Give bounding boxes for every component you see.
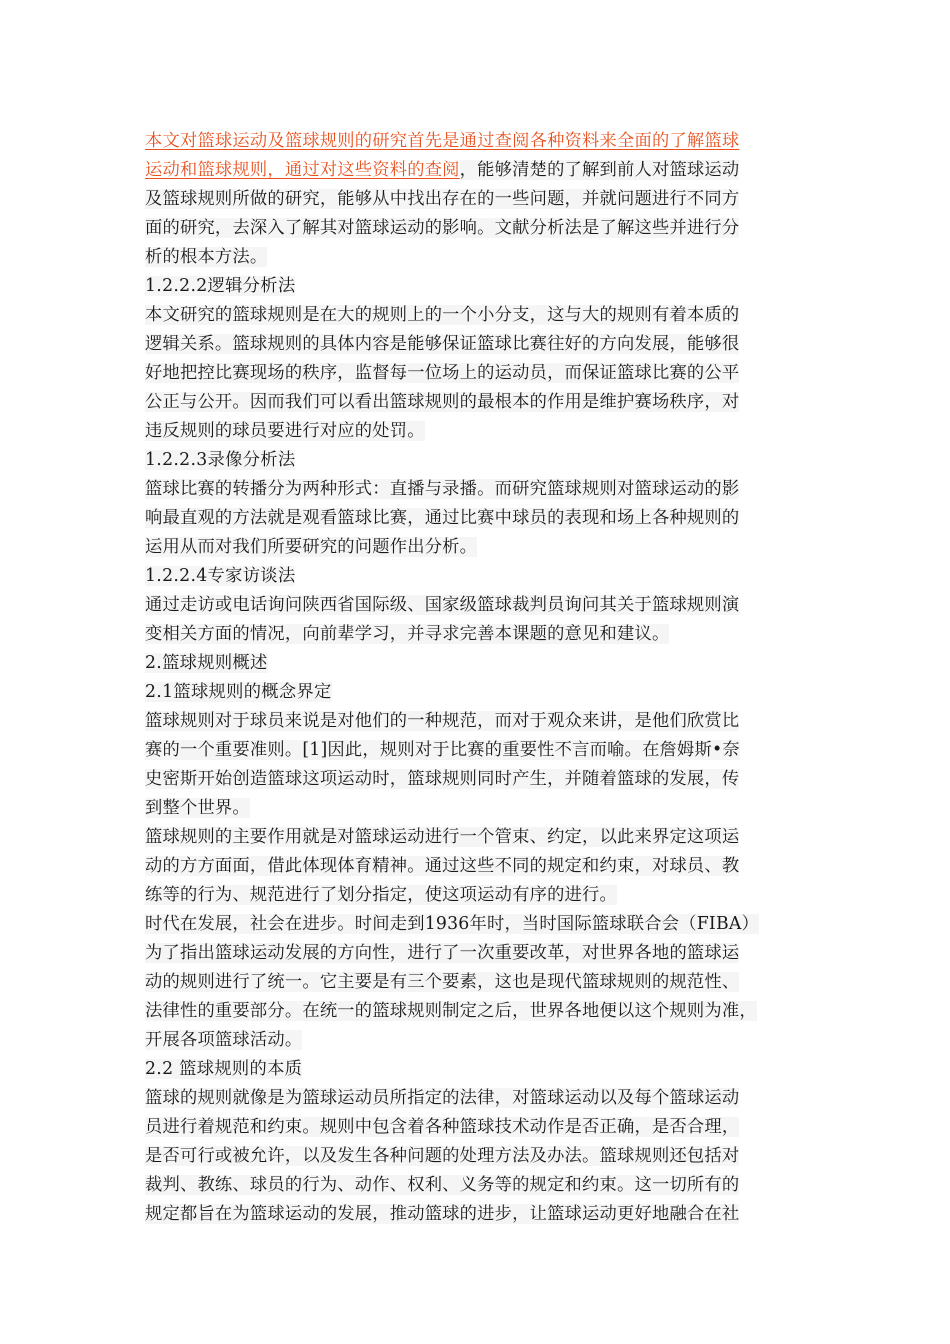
essence-line-3-text: 是否可行或被允许，以及发生各种问题的处理方法及办法。篮球规则还包括对: [145, 1146, 740, 1166]
concept-p2-line-2-text: 动的方方面面，借此体现体育精神。通过这些不同的规定和约束，对球员、教: [145, 856, 740, 876]
intro-line-1: [145, 127, 805, 156]
essence-line-4: [145, 1171, 805, 1200]
video-line-1-text: 篮球比赛的转播分为两种形式：直播与录播。而研究篮球规则对篮球运动的影: [145, 479, 740, 499]
essence-line-5: [145, 1200, 805, 1229]
concept-p3-line-1: [145, 910, 805, 939]
video-line-2-text: 响最直观的方法就是观看篮球比赛，通过比赛中球员的表现和场上各种规则的: [145, 508, 740, 528]
intro-line-5-text: 析的根本方法。: [145, 247, 268, 267]
heading-rules-overview: [145, 649, 805, 678]
concept-p2-line-1: [145, 823, 805, 852]
concept-p2-line-3-text: 练等的行为、规范进行了划分指定，使这项运动有序的进行。: [145, 885, 617, 905]
essence-line-1-text: 篮球的规则就像是为篮球运动员所指定的法律，对篮球运动以及每个篮球运动: [145, 1088, 740, 1108]
essence-line-2: [145, 1113, 805, 1142]
document-page: [145, 127, 805, 1229]
concept-p1-line-2-text: 赛的一个重要准则。[1]因此，规则对于比赛的重要性不言而喻。在詹姆斯•奈: [145, 740, 740, 760]
intro-line-3: [145, 185, 805, 214]
intro-line-4: [145, 214, 805, 243]
concept-p1-line-2: [145, 736, 805, 765]
concept-p3-line-1-text: 时代在发展，社会在进步。时间走到1936年时，当时国际篮球联合会（FIBA）: [145, 914, 760, 934]
concept-p1-line-1: [145, 707, 805, 736]
heading-expert-interview: [145, 562, 805, 591]
heading-video-analysis-text: 1.2.2.3录像分析法: [145, 450, 296, 470]
concept-p3-line-5: [145, 1026, 805, 1055]
logic-line-3: [145, 359, 805, 388]
heading-concept-definition: [145, 678, 805, 707]
logic-line-2-text: 逻辑关系。篮球规则的具体内容是能够保证篮球比赛往好的方向发展，能够很: [145, 334, 740, 354]
concept-p1-line-3: [145, 765, 805, 794]
intro-line-4-text: 面的研究，去深入了解其对篮球运动的影响。文献分析法是了解这些并进行分: [145, 218, 740, 238]
video-line-2: [145, 504, 805, 533]
essence-line-5-text: 规定都旨在为篮球运动的发展，推动篮球的进步，让篮球运动更好地融合在社: [145, 1204, 740, 1224]
concept-p1-line-4: [145, 794, 805, 823]
logic-line-1: [145, 301, 805, 330]
logic-line-4: [145, 388, 805, 417]
heading-rules-essence: [145, 1055, 805, 1084]
logic-line-2: [145, 330, 805, 359]
concept-p3-line-3: [145, 968, 805, 997]
concept-p3-line-4-text: 法律性的重要部分。在统一的篮球规则制定之后，世界各地便以这个规则为准，: [145, 1001, 757, 1021]
intro-line-2-text: ，能够清楚的了解到前人对篮球运动: [459, 160, 740, 180]
heading-logic-analysis: [145, 272, 805, 301]
heading-video-analysis: [145, 446, 805, 475]
interview-line-2: [145, 620, 805, 649]
intro-line-2: [145, 156, 805, 185]
intro-line-3-text: 及篮球规则所做的研究，能够从中找出存在的一些问题，并就问题进行不同方: [145, 189, 740, 209]
intro-line-5: [145, 243, 805, 272]
logic-line-5-text: 违反规则的球员要进行对应的处罚。: [145, 421, 425, 441]
logic-line-5: [145, 417, 805, 446]
logic-line-1-text: 本文研究的篮球规则是在大的规则上的一个小分支，这与大的规则有着本质的: [145, 305, 740, 325]
source-link-part-1[interactable]: 本文对篮球运动及篮球规则的研究首先是通过查阅各种资料来全面的了解篮球: [145, 131, 740, 151]
video-line-1: [145, 475, 805, 504]
concept-p2-line-3: [145, 881, 805, 910]
essence-line-2-text: 员进行着规范和约束。规则中包含着各种篮球技术动作是否正确，是否合理，: [145, 1117, 740, 1137]
logic-line-4-text: 公正与公开。因而我们可以看出篮球规则的最根本的作用是维护赛场秩序，对: [145, 392, 740, 412]
concept-p3-line-4: [145, 997, 805, 1026]
interview-line-2-text: 变相关方面的情况，向前辈学习，并寻求完善本课题的意见和建议。: [145, 624, 670, 644]
concept-p2-line-2: [145, 852, 805, 881]
logic-line-3-text: 好地把控比赛现场的秩序，监督每一位场上的运动员，而保证篮球比赛的公平: [145, 363, 740, 383]
concept-p3-line-2: [145, 939, 805, 968]
essence-line-4-text: 裁判、教练、球员的行为、动作、权利、义务等的规定和约束。这一切所有的: [145, 1175, 740, 1195]
video-line-3-text: 运用从而对我们所要研究的问题作出分析。: [145, 537, 478, 557]
heading-rules-essence-text: 2.2 篮球规则的本质: [145, 1059, 303, 1079]
heading-expert-interview-text: 1.2.2.4专家访谈法: [145, 566, 296, 586]
heading-rules-overview-text: 2.篮球规则概述: [145, 653, 268, 673]
interview-line-1-text: 通过走访或电话询问陕西省国际级、国家级篮球裁判员询问其关于篮球规则演: [145, 595, 740, 615]
concept-p1-line-4-text: 到整个世界。: [145, 798, 250, 818]
concept-p3-line-3-text: 动的规则进行了统一。它主要是有三个要素，这也是现代篮球规则的规范性、: [145, 972, 740, 992]
concept-p3-line-2-text: 为了指出篮球运动发展的方向性，进行了一次重要改革，对世界各地的篮球运: [145, 943, 740, 963]
concept-p1-line-3-text: 史密斯开始创造篮球这项运动时，篮球规则同时产生，并随着篮球的发展，传: [145, 769, 740, 789]
heading-concept-definition-text: 2.1篮球规则的概念界定: [145, 682, 332, 702]
concept-p1-line-1-text: 篮球规则对于球员来说是对他们的一种规范，而对于观众来讲，是他们欣赏比: [145, 711, 740, 731]
essence-line-3: [145, 1142, 805, 1171]
source-link-part-2[interactable]: 运动和篮球规则，通过对这些资料的查阅: [145, 160, 460, 180]
concept-p3-line-5-text: 开展各项篮球活动。: [145, 1030, 303, 1050]
video-line-3: [145, 533, 805, 562]
interview-line-1: [145, 591, 805, 620]
essence-line-1: [145, 1084, 805, 1113]
concept-p2-line-1-text: 篮球规则的主要作用就是对篮球运动进行一个管束、约定，以此来界定这项运: [145, 827, 740, 847]
heading-logic-analysis-text: 1.2.2.2逻辑分析法: [145, 276, 296, 296]
